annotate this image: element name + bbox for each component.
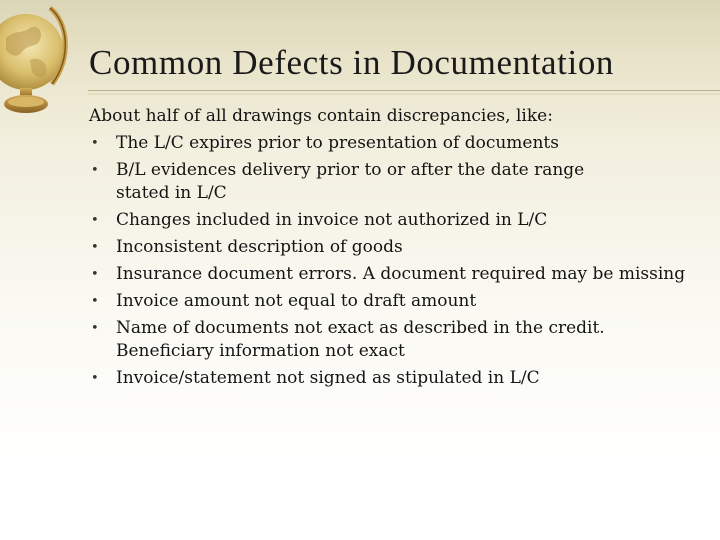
- bullet-item: • The L/C expires prior to presentation of documents: [89, 132, 689, 155]
- bullet-item: • Changes included in invoice not authorized in L/C: [89, 209, 689, 232]
- slide-title: Common Defects in Documentation: [89, 43, 615, 82]
- bullet-item: • Name of documents not exact as described in the credit. Beneficiary information not exact: [89, 317, 689, 363]
- intro-text: About half of all drawings contain discrepancies, like:: [89, 106, 553, 126]
- bullet-item: • Invoice amount not equal to draft amount: [89, 290, 689, 313]
- bullet-item: • Inconsistent description of goods: [89, 236, 689, 259]
- bullet-list: [89, 132, 689, 390]
- slide-body: [89, 105, 689, 394]
- bullet-item: • Invoice/statement not signed as stipulated in L/C: [89, 367, 689, 390]
- title-divider: [88, 90, 720, 91]
- bullet-item: • Insurance document errors. A document required may be missing: [89, 263, 689, 286]
- bullet-item: • B/L evidences delivery prior to or after the date range stated in L/C: [89, 159, 689, 205]
- title-divider-shadow: [88, 93, 720, 95]
- globe-icon: [0, 0, 72, 120]
